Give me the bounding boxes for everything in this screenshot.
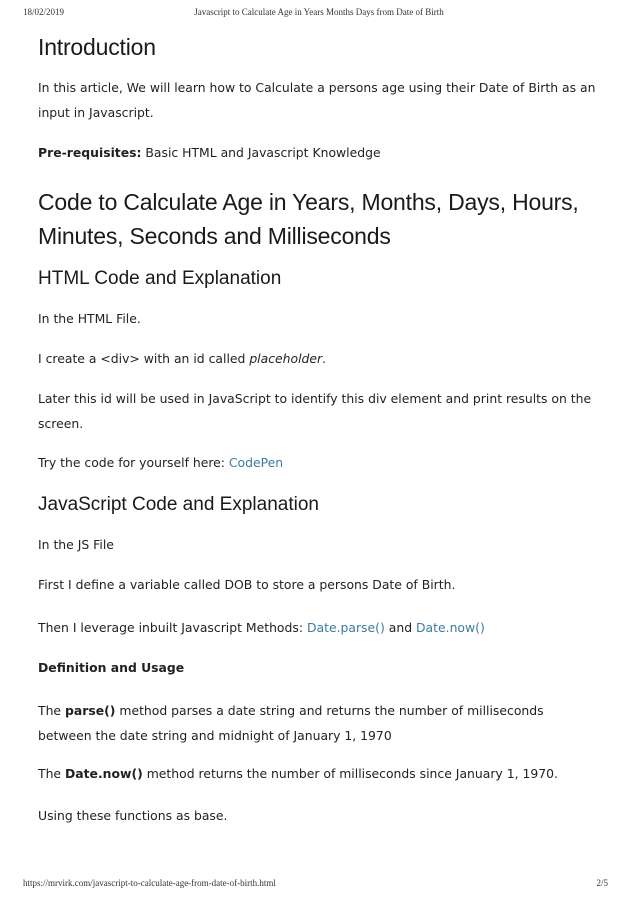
prerequisites-paragraph bbox=[38, 140, 598, 165]
html-paragraph-2 bbox=[38, 346, 598, 371]
placeholder-id-text: placeholder bbox=[249, 351, 323, 366]
date-now-link[interactable]: Date.now() bbox=[416, 620, 485, 635]
main-heading: Code to Calculate Age in Years, Months, Days, Hours, Minutes, Seconds and Milliseconds bbox=[38, 189, 579, 249]
page-footer bbox=[0, 878, 638, 892]
js-paragraph-2: First I define a variable called DOB to store a persons Date of Birth. bbox=[38, 577, 456, 592]
definition-heading: Definition and Usage bbox=[38, 660, 185, 675]
prerequisites-label: Pre-requisites: bbox=[38, 145, 142, 160]
page-number: 2/5 bbox=[596, 878, 608, 888]
print-title: Javascript to Calculate Age in Years Months Days from Date of Birth bbox=[194, 7, 444, 17]
js-paragraph-3 bbox=[38, 615, 598, 640]
js-paragraph-3-text: Then I leverage inbuilt Javascript Methods: bbox=[38, 620, 307, 635]
html-paragraph-2-text: I create a <div> with an id called bbox=[38, 351, 250, 366]
html-paragraph-2-end: . bbox=[322, 351, 327, 366]
footer-url: https://mrvirk.com/javascript-to-calculate-age-from-date-of-birth.html bbox=[23, 878, 276, 888]
now-definition-paragraph bbox=[38, 761, 598, 786]
js-paragraph-3-and: and bbox=[384, 620, 417, 635]
parse-definition-paragraph bbox=[38, 698, 598, 748]
js-paragraph-1: In the JS File bbox=[38, 537, 114, 552]
intro-heading: Introduction bbox=[38, 34, 156, 60]
now-definition-lead: The bbox=[38, 766, 65, 781]
page-header bbox=[0, 7, 638, 21]
js-section-heading: JavaScript Code and Explanation bbox=[38, 494, 319, 515]
parse-definition-text: method parses a date string and returns the number of milliseconds between the date string and midnight of January 1, 1970 bbox=[38, 703, 544, 743]
parse-definition-lead: The bbox=[38, 703, 65, 718]
html-section-heading: HTML Code and Explanation bbox=[38, 268, 282, 289]
html-paragraph-1: In the HTML File. bbox=[38, 311, 141, 326]
now-method-name: Date.now() bbox=[64, 766, 143, 781]
codepen-link[interactable]: CodePen bbox=[228, 455, 284, 470]
print-date: 18/02/2019 bbox=[23, 7, 65, 17]
date-parse-link[interactable]: Date.parse() bbox=[306, 620, 385, 635]
intro-paragraph: In this article, We will learn how to Calculate a persons age using their Date of Birth as an input in Javascript. bbox=[38, 80, 596, 120]
now-definition-text: method returns the number of milliseconds since January 1, 1970. bbox=[142, 766, 558, 781]
prerequisites-text: Basic HTML and Javascript Knowledge bbox=[141, 145, 381, 160]
base-paragraph: Using these functions as base. bbox=[38, 808, 228, 823]
html-paragraph-4 bbox=[38, 450, 598, 475]
parse-method-name: parse() bbox=[64, 703, 116, 718]
html-paragraph-4-text: Try the code for yourself here: bbox=[38, 455, 229, 470]
html-paragraph-3: Later this id will be used in JavaScript to identify this div element and print results on the screen. bbox=[38, 391, 592, 431]
